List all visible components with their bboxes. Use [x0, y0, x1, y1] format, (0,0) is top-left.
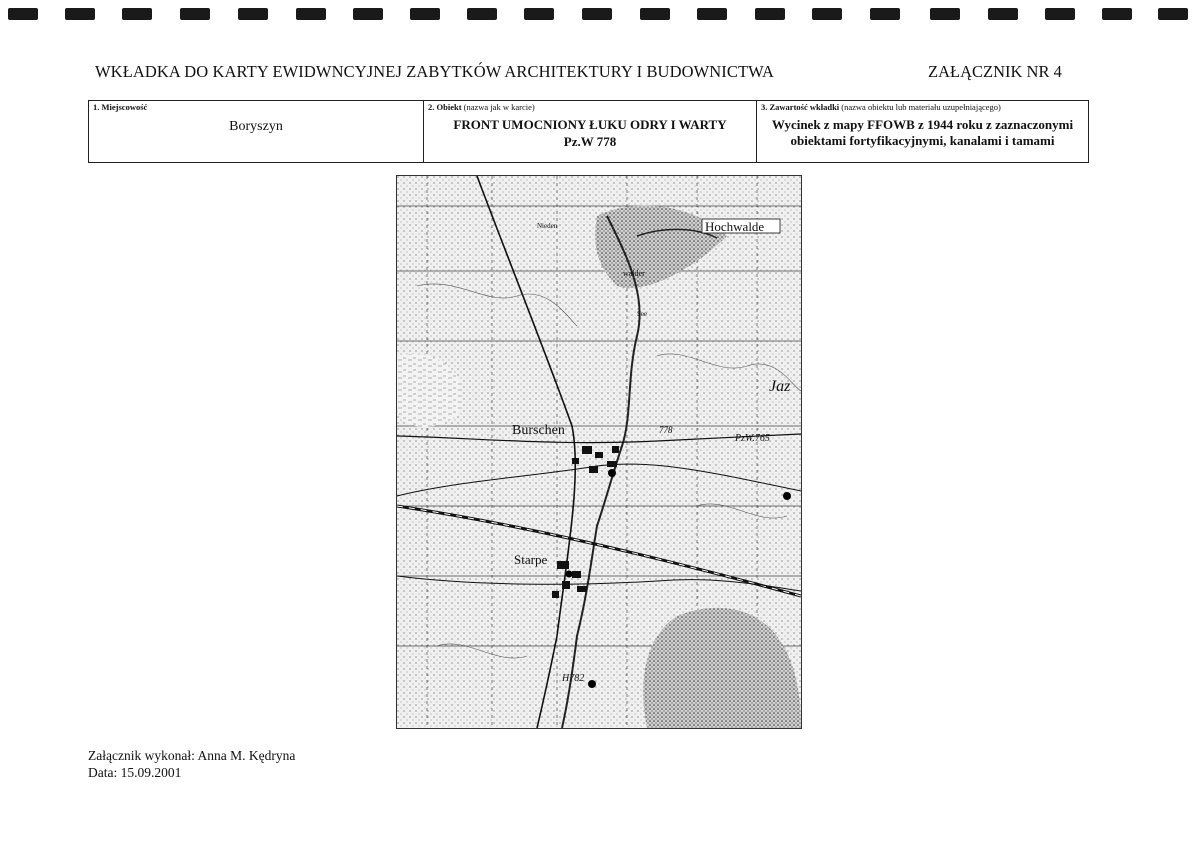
field-object	[423, 101, 756, 162]
punch-hole	[410, 8, 440, 20]
punch-hole	[697, 8, 727, 20]
field-object-line1: FRONT UMOCNIONY ŁUKU ODRY I WARTY	[453, 117, 727, 132]
form-table	[88, 100, 1089, 163]
punch-hole	[1045, 8, 1075, 20]
field-contents	[756, 101, 1088, 162]
field-locality-value: Boryszyn	[229, 119, 283, 134]
punch-hole	[8, 8, 38, 20]
punch-hole	[238, 8, 268, 20]
field-contents-value: Wycinek z mapy FFOWB z 1944 roku z zaznaczonymi obiektami fortyfikacyjnymi, kanalami i tamami	[771, 117, 1074, 148]
punch-hole	[755, 8, 785, 20]
punch-hole	[1158, 8, 1188, 20]
punch-hole	[988, 8, 1018, 20]
field-locality-label: 1. Miejscowość	[93, 102, 148, 112]
punch-hole	[353, 8, 383, 20]
footer-credits	[88, 747, 295, 781]
field-object-line2: Pz.W 778	[563, 134, 617, 149]
punch-hole	[640, 8, 670, 20]
page-title: WKŁADKA DO KARTY EWIDWNCYJNEJ ZABYTKÓW ARCHITEKTURY I BUDOWNICTWA	[95, 62, 775, 81]
map-label-h782: H782	[562, 673, 585, 684]
punch-hole	[870, 8, 900, 20]
map-drawing	[397, 176, 801, 728]
punch-hole	[296, 8, 326, 20]
map-label-burschen: Burschen	[512, 423, 565, 438]
map-label-see: See	[637, 310, 648, 318]
map-label-nieden: Nieden	[537, 222, 558, 230]
map-label-pzw778: 778	[659, 425, 673, 435]
punch-hole	[812, 8, 842, 20]
map-label-starpel: Starpe	[514, 552, 548, 567]
historic-map-excerpt	[396, 175, 802, 729]
punch-hole	[930, 8, 960, 20]
map-label-jaz: Jaz	[769, 378, 791, 395]
map-label-hochwalde: Hochwalde	[705, 219, 765, 234]
map-label-walder: walder	[623, 269, 645, 278]
punch-hole	[582, 8, 612, 20]
map-label-pzw765: PzW.765	[735, 433, 770, 444]
punch-hole	[524, 8, 554, 20]
field-object-value	[424, 116, 756, 150]
punch-hole-strip	[0, 8, 1198, 24]
field-locality	[89, 101, 423, 162]
prepared-by: Załącznik wykonał: Anna M. Kędryna	[88, 748, 296, 763]
punch-hole	[467, 8, 497, 20]
prepared-date: Data: 15.09.2001	[88, 765, 182, 780]
punch-hole	[122, 8, 152, 20]
field-contents-label: 3. Zawartość wkładki (nazwa obiektu lub materiału uzupełniającego)	[761, 102, 1001, 112]
punch-hole	[65, 8, 95, 20]
punch-hole	[180, 8, 210, 20]
field-object-label: 2. Obiekt (nazwa jak w karcie)	[428, 102, 535, 112]
annex-number: ZAŁĄCZNIK NR 4	[928, 62, 1062, 81]
punch-hole	[1102, 8, 1132, 20]
